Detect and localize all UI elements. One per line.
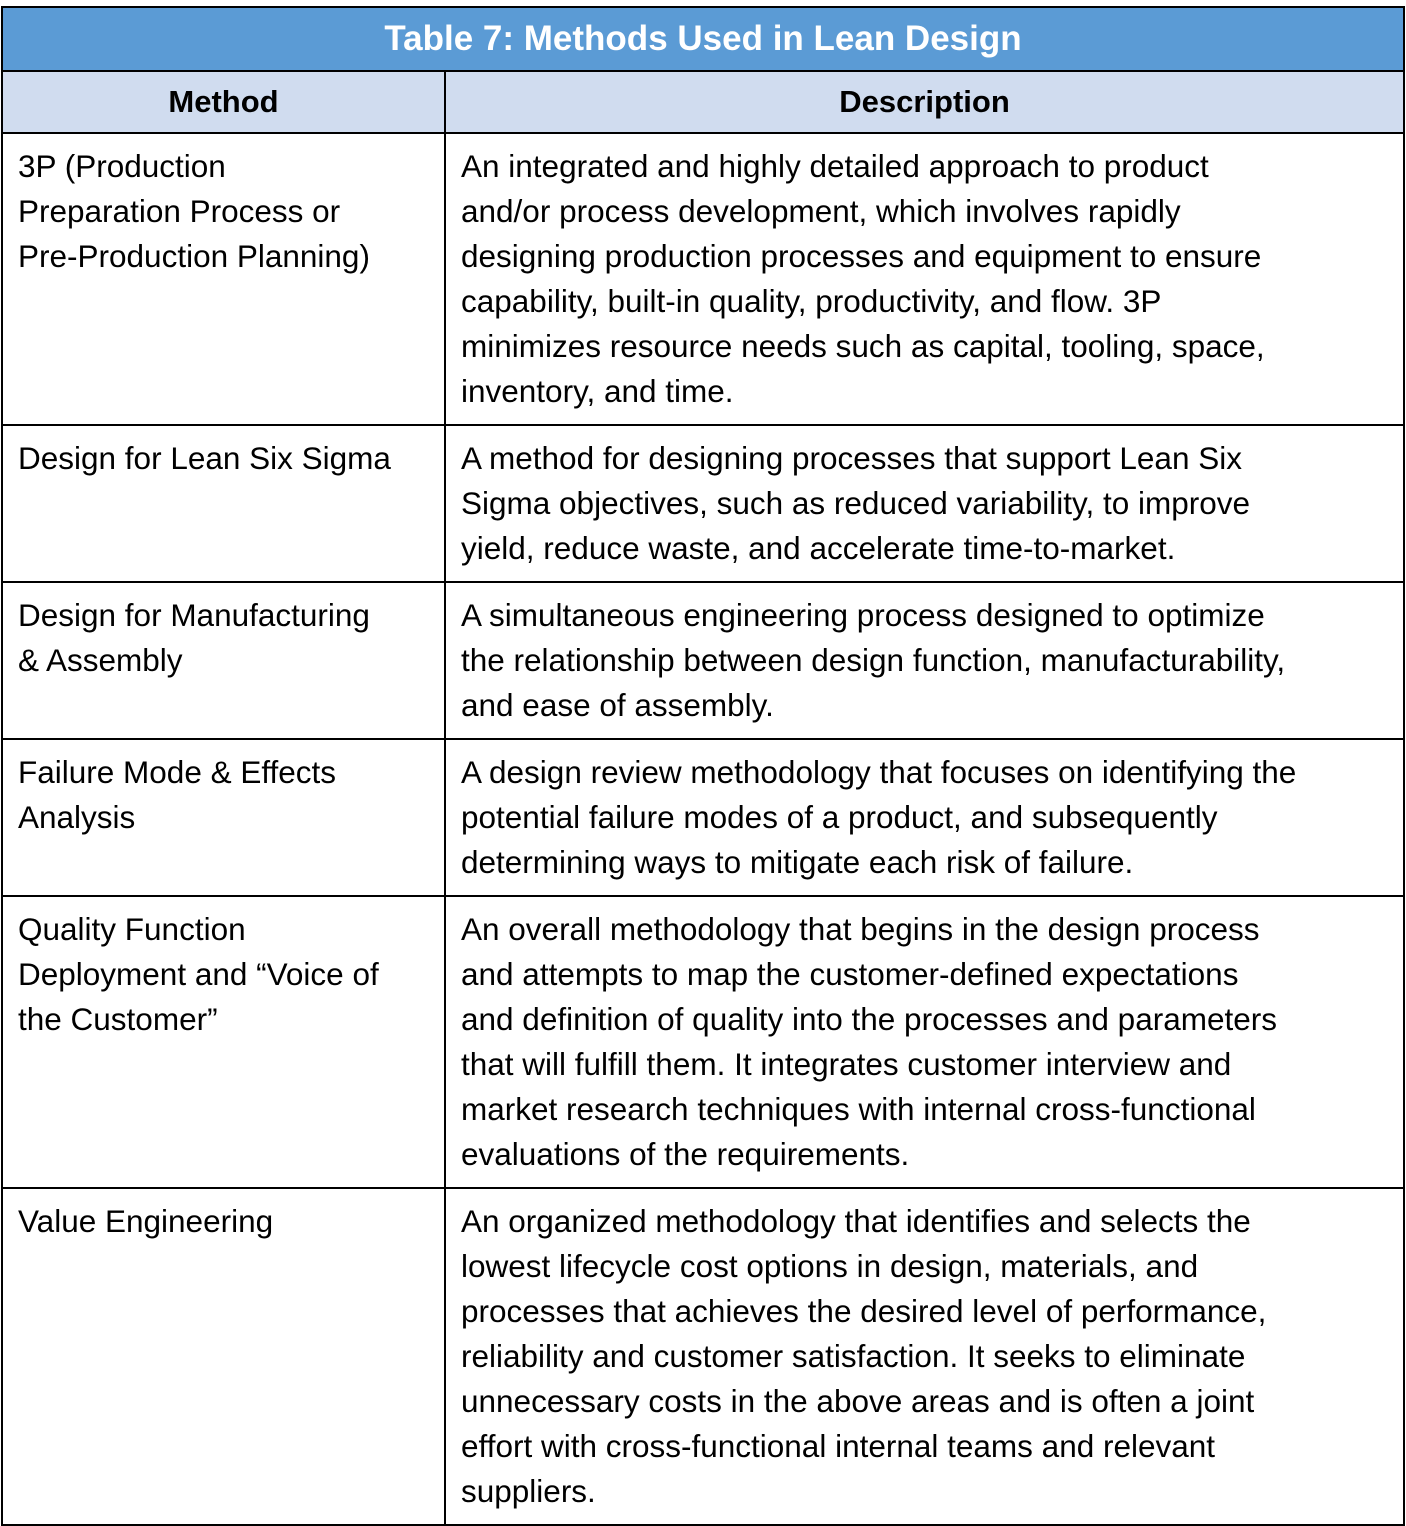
column-header-method: Method <box>2 71 445 133</box>
methods-table <box>1 6 1405 1526</box>
column-header-description: Description <box>445 71 1404 133</box>
description-cell: A method for designing processes that support Lean Six Sigma objectives, such as reduced variability, to improve yield, reduce waste, and accelerate time-to-market. <box>445 425 1404 582</box>
method-cell: Design for Lean Six Sigma <box>2 425 445 582</box>
table-row <box>2 582 1404 739</box>
table-title: Table 7: Methods Used in Lean Design <box>2 7 1404 71</box>
table-row <box>2 896 1404 1188</box>
table-row <box>2 425 1404 582</box>
table-header-row <box>2 71 1404 133</box>
method-cell: Value Engineering <box>2 1188 445 1525</box>
table-row <box>2 1188 1404 1525</box>
method-cell: 3P (Production Preparation Process or Pre-Production Planning) <box>2 133 445 425</box>
table-row <box>2 739 1404 896</box>
description-cell: An organized methodology that identifies and selects the lowest lifecycle cost options in design, materials, and processes that achieves the desired level of performance, reliability and customer satisfaction. It seeks to eliminate unnecessary costs in the above areas and is often a joint effort with cross-functional internal teams and relevant suppliers. <box>445 1188 1404 1525</box>
method-cell: Quality Function Deployment and “Voice of the Customer” <box>2 896 445 1188</box>
table-title-row <box>2 7 1404 71</box>
methods-table-container <box>1 6 1403 1526</box>
description-cell: A simultaneous engineering process designed to optimize the relationship between design function, manufacturability, and ease of assembly. <box>445 582 1404 739</box>
description-cell: A design review methodology that focuses on identifying the potential failure modes of a product, and subsequently determining ways to mitigate each risk of failure. <box>445 739 1404 896</box>
description-cell: An integrated and highly detailed approach to product and/or process development, which involves rapidly designing production processes and equipment to ensure capability, built-in quality, productivity, and flow. 3P minimizes resource needs such as capital, tooling, space, inventory, and time. <box>445 133 1404 425</box>
method-cell: Failure Mode & Effects Analysis <box>2 739 445 896</box>
table-row <box>2 133 1404 425</box>
method-cell: Design for Manufacturing & Assembly <box>2 582 445 739</box>
description-cell: An overall methodology that begins in the design process and attempts to map the customer-defined expectations and definition of quality into the processes and parameters that will fulfill them. It integrates customer interview and market research techniques with internal cross-functional evaluations of the requirements. <box>445 896 1404 1188</box>
